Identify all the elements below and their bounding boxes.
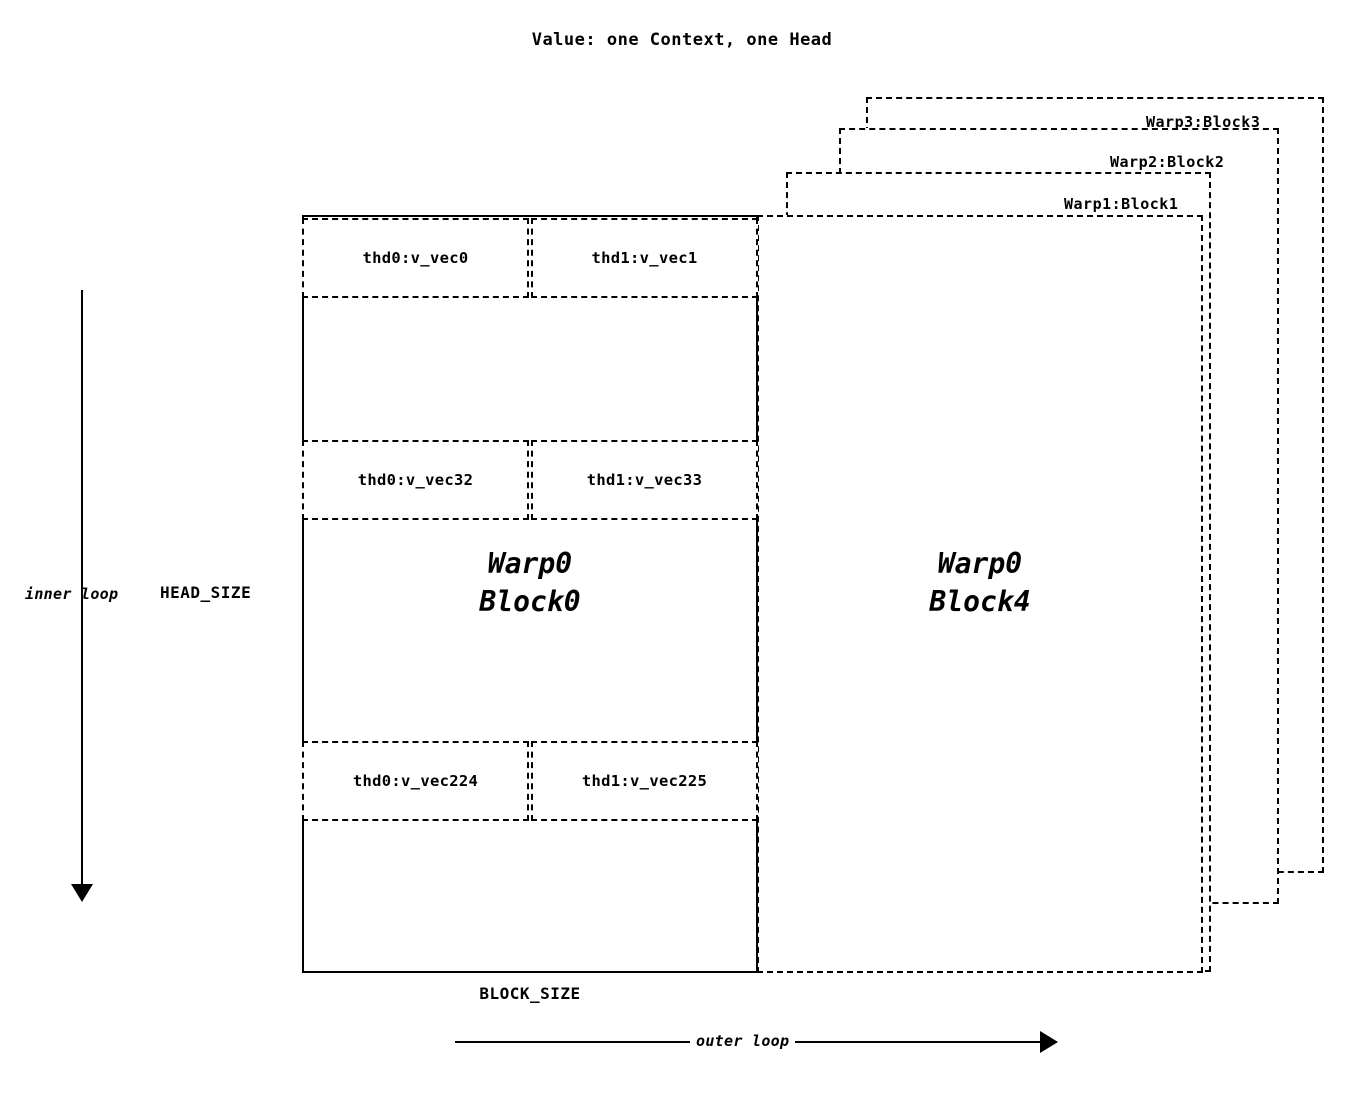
thread-cell: thd1:v_vec225 [531, 741, 758, 821]
block4-label [757, 545, 1203, 621]
stack-label-block1: Warp1:Block1 [1064, 195, 1179, 213]
page-title: Value: one Context, one Head [531, 30, 833, 50]
outer-loop-arrow-head-icon [1040, 1031, 1058, 1053]
thread-cell: thd0:v_vec32 [302, 440, 529, 520]
inner-loop-label: inner loop [25, 585, 119, 603]
thread-row [302, 440, 758, 520]
block4-block-label: Block4 [929, 584, 1031, 618]
block0-warp-label: Warp0 [487, 547, 573, 580]
thread-row [302, 741, 758, 821]
stack-label-block3: Warp3:Block3 [1146, 113, 1261, 131]
thread-cell: thd1:v_vec33 [531, 440, 758, 520]
block-size-label: BLOCK_SIZE [479, 984, 581, 1003]
stack-label-block2: Warp2:Block2 [1110, 153, 1225, 171]
thread-row [302, 218, 758, 298]
outer-loop-label: outer loop [690, 1032, 795, 1050]
head-size-label: HEAD_SIZE [160, 583, 252, 602]
inner-loop-arrow-head-icon [71, 884, 93, 902]
thread-cell: thd1:v_vec1 [531, 218, 758, 298]
block0-block-label: Block0 [479, 584, 581, 618]
block0-label [302, 545, 758, 621]
thread-cell: thd0:v_vec224 [302, 741, 529, 821]
block4-warp-label: Warp0 [937, 547, 1023, 580]
thread-cell: thd0:v_vec0 [302, 218, 529, 298]
